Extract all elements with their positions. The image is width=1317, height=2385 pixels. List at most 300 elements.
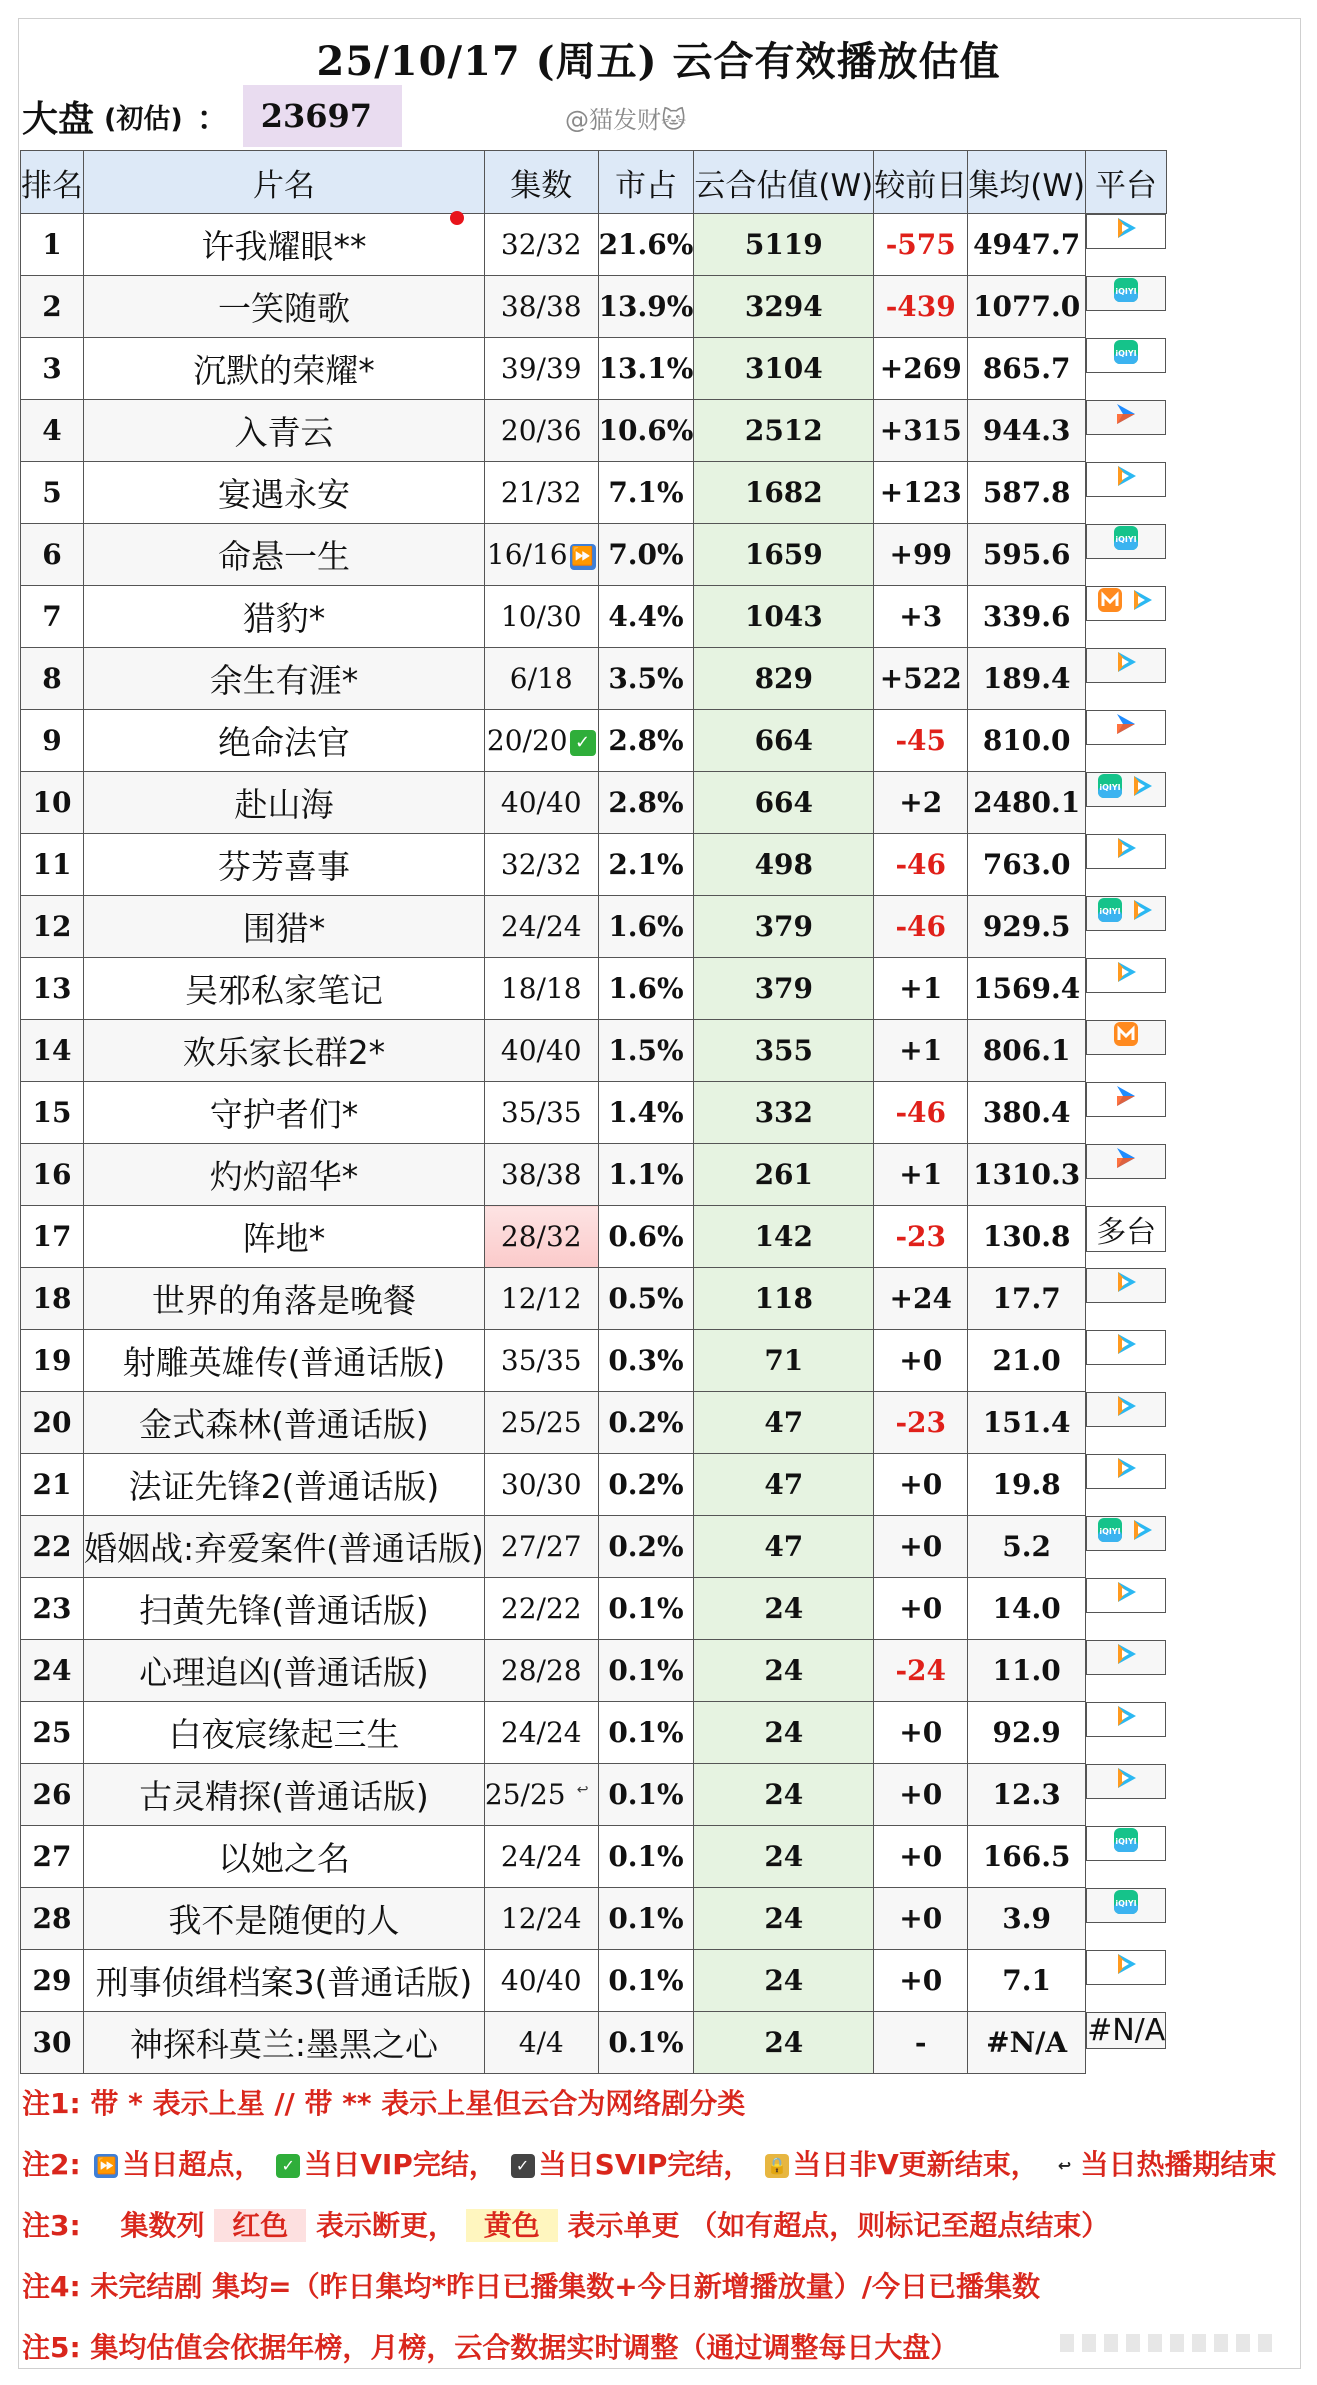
avg-cell: 4947.7 xyxy=(968,214,1086,276)
platform-icons xyxy=(1113,1269,1139,1302)
share-cell: 0.1% xyxy=(598,1702,694,1764)
estimate-cell: 47 xyxy=(694,1392,874,1454)
tencent-logo-icon xyxy=(1113,1765,1139,1798)
episodes-value: 25/25 xyxy=(500,1406,582,1439)
avg-cell: 1310.3 xyxy=(968,1144,1086,1206)
page-title: 25/10/17 (周五) 云合有效播放估值 xyxy=(316,38,1001,85)
episodes-value: 21/32 xyxy=(500,476,582,509)
change-cell: +0 xyxy=(874,1764,968,1826)
iqiyi-logo-icon xyxy=(1113,525,1139,558)
tencent-logo-icon xyxy=(1113,1579,1139,1612)
platform-icons xyxy=(1113,277,1139,310)
change-cell: -24 xyxy=(874,1640,968,1702)
share-cell: 13.9% xyxy=(598,276,694,338)
check-dark-icon: ✓ xyxy=(511,2154,535,2178)
ranking-table xyxy=(20,150,1167,2074)
share-cell: 2.8% xyxy=(598,710,694,772)
note-2-a: 当日超点， xyxy=(122,2148,263,2181)
episodes-cell xyxy=(484,772,598,834)
platform-icons xyxy=(1113,339,1139,372)
platform-cell xyxy=(1086,1454,1166,1489)
share-cell: 0.6% xyxy=(598,1206,694,1268)
share-cell: 0.5% xyxy=(598,1268,694,1330)
note-2 xyxy=(22,2134,1292,2195)
change-cell: -46 xyxy=(874,896,968,958)
episodes-value: 10/30 xyxy=(500,600,582,633)
table-row xyxy=(21,772,1167,834)
rank-cell: 13 xyxy=(21,958,84,1020)
change-cell: +0 xyxy=(874,1826,968,1888)
change-cell: +0 xyxy=(874,1702,968,1764)
episodes-cell xyxy=(484,834,598,896)
title-cell: 欢乐家长群2* xyxy=(84,1020,485,1082)
svg-text:iQIYI: iQIYI xyxy=(1115,286,1137,296)
platform-icons xyxy=(1113,959,1139,992)
avg-cell: 1569.4 xyxy=(968,958,1086,1020)
change-cell: -23 xyxy=(874,1206,968,1268)
episodes-value: 4/4 xyxy=(518,2026,564,2059)
episodes-cell xyxy=(484,710,598,772)
title-cell: 宴遇永安 xyxy=(84,462,485,524)
change-cell: +3 xyxy=(874,586,968,648)
rank-cell: 3 xyxy=(21,338,84,400)
title-cell: 许我耀眼** xyxy=(84,214,485,276)
market-total-sublabel: (初估) xyxy=(104,103,183,135)
mango-logo-icon xyxy=(1097,587,1123,620)
share-cell: 0.1% xyxy=(598,1764,694,1826)
platform-icons xyxy=(1113,1145,1139,1178)
note-2-prefix: 注2: xyxy=(22,2148,81,2181)
avg-cell: 1077.0 xyxy=(968,276,1086,338)
episodes-value: 22/22 xyxy=(500,1592,582,1625)
episodes-value: 28/32 xyxy=(500,1220,582,1253)
platform-cell xyxy=(1086,400,1166,435)
episodes-cell xyxy=(484,1764,598,1826)
iqiyi-logo-icon xyxy=(1097,897,1123,930)
episodes-cell xyxy=(484,648,598,710)
episodes-cell xyxy=(484,1516,598,1578)
change-cell: +99 xyxy=(874,524,968,586)
iqiyi-logo-icon xyxy=(1097,773,1123,806)
estimate-cell: 2512 xyxy=(694,400,874,462)
platform-cell xyxy=(1086,1268,1166,1303)
title-cell: 神探科莫兰:墨黑之心 xyxy=(84,2012,485,2074)
rank-cell: 15 xyxy=(21,1082,84,1144)
episodes-value: 20/36 xyxy=(500,414,582,447)
table-row xyxy=(21,1516,1167,1578)
platform-cell xyxy=(1086,896,1166,931)
episodes-cell xyxy=(484,1144,598,1206)
platform-icons xyxy=(1113,1083,1139,1116)
signature-watermark xyxy=(1060,2334,1280,2352)
title-cell: 余生有涯* xyxy=(84,648,485,710)
avg-cell: 3.9 xyxy=(968,1888,1086,1950)
share-cell: 1.6% xyxy=(598,896,694,958)
avg-cell: 151.4 xyxy=(968,1392,1086,1454)
avg-cell: 14.0 xyxy=(968,1578,1086,1640)
share-cell: 0.2% xyxy=(598,1516,694,1578)
table-body xyxy=(21,214,1167,2074)
platform-cell xyxy=(1086,1764,1166,1799)
note-3 xyxy=(22,2195,1292,2256)
platform-icons xyxy=(1087,2013,1165,2048)
episodes-value: 35/35 xyxy=(500,1344,582,1377)
change-cell: +0 xyxy=(874,1330,968,1392)
platform-icons xyxy=(1113,1455,1139,1488)
title-cell: 赴山海 xyxy=(84,772,485,834)
tencent-logo-icon xyxy=(1113,1455,1139,1488)
share-cell: 10.6% xyxy=(598,400,694,462)
table-row xyxy=(21,586,1167,648)
title-cell: 芬芳喜事 xyxy=(84,834,485,896)
table-row xyxy=(21,1144,1167,1206)
title-cell: 一笑随歌 xyxy=(84,276,485,338)
rank-cell: 20 xyxy=(21,1392,84,1454)
estimate-cell: 5119 xyxy=(694,214,874,276)
check-icon: ✓ xyxy=(570,730,596,756)
platform-cell xyxy=(1086,772,1166,807)
avg-cell: 595.6 xyxy=(968,524,1086,586)
note-3-yellow-chip: 黄色 xyxy=(466,2209,558,2242)
change-cell: +1 xyxy=(874,1144,968,1206)
platform-icons xyxy=(1113,1951,1139,1984)
table-row xyxy=(21,338,1167,400)
platform-icons xyxy=(1097,773,1155,806)
share-cell: 0.1% xyxy=(598,1888,694,1950)
note-2-d: 当日非V更新结束， xyxy=(793,2148,1039,2181)
episodes-value: 39/39 xyxy=(500,352,582,385)
rank-cell: 22 xyxy=(21,1516,84,1578)
share-cell: 2.1% xyxy=(598,834,694,896)
tencent-logo-icon xyxy=(1113,835,1139,868)
rank-cell: 18 xyxy=(21,1268,84,1330)
svg-text:iQIYI: iQIYI xyxy=(1099,1526,1121,1536)
table-row xyxy=(21,400,1167,462)
change-cell: +1 xyxy=(874,958,968,1020)
platform-text: 多台 xyxy=(1096,1214,1157,1250)
mango-logo-icon xyxy=(1113,1021,1139,1054)
platform-cell xyxy=(1086,648,1166,683)
episodes-value: 40/40 xyxy=(500,1964,582,1997)
tencent-logo-icon xyxy=(1113,959,1139,992)
table-header-row xyxy=(21,151,1167,214)
title-cell: 绝命法官 xyxy=(84,710,485,772)
change-cell: +0 xyxy=(874,1888,968,1950)
title-cell: 阵地* xyxy=(84,1206,485,1268)
svg-text:iQIYI: iQIYI xyxy=(1115,1898,1137,1908)
platform-icons xyxy=(1113,1827,1139,1860)
table-row xyxy=(21,1950,1167,2012)
share-cell: 3.5% xyxy=(598,648,694,710)
episodes-value: 35/35 xyxy=(500,1096,582,1129)
share-cell: 13.1% xyxy=(598,338,694,400)
rank-cell: 7 xyxy=(21,586,84,648)
estimate-cell: 71 xyxy=(694,1330,874,1392)
svg-text:iQIYI: iQIYI xyxy=(1115,534,1137,544)
note-5: 注5: 集均估值会依据年榜，月榜，云合数据实时调整（通过调整每日大盘） xyxy=(22,2331,959,2364)
header-platform: 平台 xyxy=(1086,151,1167,214)
episodes-cell xyxy=(484,462,598,524)
share-cell: 0.1% xyxy=(598,1578,694,1640)
rank-cell: 2 xyxy=(21,276,84,338)
table-row xyxy=(21,648,1167,710)
share-cell: 7.1% xyxy=(598,462,694,524)
change-cell: +2 xyxy=(874,772,968,834)
avg-cell: 763.0 xyxy=(968,834,1086,896)
episodes-cell xyxy=(484,1888,598,1950)
iqiyi-logo-icon xyxy=(1113,1889,1139,1922)
svg-text:iQIYI: iQIYI xyxy=(1115,348,1137,358)
estimate-cell: 24 xyxy=(694,1826,874,1888)
rank-cell: 23 xyxy=(21,1578,84,1640)
change-cell: +315 xyxy=(874,400,968,462)
avg-cell: 17.7 xyxy=(968,1268,1086,1330)
platform-icons xyxy=(1113,215,1139,248)
estimate-cell: 47 xyxy=(694,1516,874,1578)
avg-cell: 92.9 xyxy=(968,1702,1086,1764)
episodes-value: 24/24 xyxy=(500,1840,582,1873)
avg-cell: 11.0 xyxy=(968,1640,1086,1702)
platform-icons xyxy=(1113,1021,1139,1054)
title-cell: 围猎* xyxy=(84,896,485,958)
avg-cell: 339.6 xyxy=(968,586,1086,648)
platform-cell xyxy=(1086,462,1166,497)
platform-cell xyxy=(1086,276,1166,311)
change-cell: +24 xyxy=(874,1268,968,1330)
youku-logo-icon xyxy=(1113,711,1139,744)
change-cell: +1 xyxy=(874,1020,968,1082)
episodes-cell xyxy=(484,1826,598,1888)
share-cell: 1.6% xyxy=(598,958,694,1020)
table-row xyxy=(21,896,1167,958)
tencent-logo-icon xyxy=(1129,1517,1155,1550)
change-cell: -46 xyxy=(874,834,968,896)
estimate-cell: 142 xyxy=(694,1206,874,1268)
title-cell: 古灵精探(普通话版) xyxy=(84,1764,485,1826)
episodes-cell xyxy=(484,1268,598,1330)
change-cell: -45 xyxy=(874,710,968,772)
episodes-value: 27/27 xyxy=(500,1530,582,1563)
episodes-cell xyxy=(484,1702,598,1764)
avg-cell: 929.5 xyxy=(968,896,1086,958)
title-cell: 灼灼韶华* xyxy=(84,1144,485,1206)
avg-cell: 2480.1 xyxy=(968,772,1086,834)
tencent-logo-icon xyxy=(1113,215,1139,248)
episodes-value: 12/24 xyxy=(500,1902,582,1935)
episodes-cell xyxy=(484,400,598,462)
change-cell: +0 xyxy=(874,1578,968,1640)
table-row xyxy=(21,1888,1167,1950)
change-cell: -439 xyxy=(874,276,968,338)
notes-section xyxy=(22,2073,1292,2378)
note-3-red-chip: 红色 xyxy=(214,2209,306,2242)
estimate-cell: 829 xyxy=(694,648,874,710)
episodes-cell xyxy=(484,524,598,586)
episodes-cell xyxy=(484,276,598,338)
iqiyi-logo-icon xyxy=(1113,277,1139,310)
estimate-cell: 24 xyxy=(694,1764,874,1826)
note-2-b: 当日VIP完结， xyxy=(304,2148,497,2181)
platform-icons xyxy=(1097,897,1155,930)
platform-cell xyxy=(1086,524,1166,559)
episodes-cell xyxy=(484,2012,598,2074)
table-row xyxy=(21,1764,1167,1826)
iqiyi-logo-icon xyxy=(1097,1517,1123,1550)
estimate-cell: 3104 xyxy=(694,338,874,400)
check-icon: ✓ xyxy=(276,2154,300,2178)
avg-cell: 810.0 xyxy=(968,710,1086,772)
estimate-cell: 24 xyxy=(694,1950,874,2012)
table-row xyxy=(21,1392,1167,1454)
title-cell: 沉默的荣耀* xyxy=(84,338,485,400)
estimate-cell: 261 xyxy=(694,1144,874,1206)
rank-cell: 6 xyxy=(21,524,84,586)
table-row xyxy=(21,1082,1167,1144)
platform-cell xyxy=(1086,958,1166,993)
platform-icons xyxy=(1113,1331,1139,1364)
note-3-prefix: 注3: xyxy=(22,2209,81,2242)
estimate-cell: 24 xyxy=(694,1888,874,1950)
episodes-value: 24/24 xyxy=(500,910,582,943)
episodes-cell xyxy=(484,214,598,276)
note-3-a: 集数列 xyxy=(120,2209,205,2242)
episodes-cell xyxy=(484,1392,598,1454)
header-rank: 排名 xyxy=(21,151,84,214)
change-cell: +0 xyxy=(874,1516,968,1578)
platform-icons xyxy=(1113,1765,1139,1798)
svg-text:iQIYI: iQIYI xyxy=(1099,906,1121,916)
iqiyi-logo-icon xyxy=(1113,339,1139,372)
header-share: 市占 xyxy=(598,151,694,214)
episodes-value: 38/38 xyxy=(500,1158,582,1191)
title-cell: 守护者们* xyxy=(84,1082,485,1144)
rank-cell: 25 xyxy=(21,1702,84,1764)
table-row xyxy=(21,1578,1167,1640)
table-row xyxy=(21,1206,1167,1268)
episodes-cell xyxy=(484,1950,598,2012)
share-cell: 1.5% xyxy=(598,1020,694,1082)
platform-cell xyxy=(1086,1578,1166,1613)
platform-cell xyxy=(1086,1516,1166,1551)
share-cell: 0.3% xyxy=(598,1330,694,1392)
estimate-cell: 3294 xyxy=(694,276,874,338)
header-change: 较前日 xyxy=(874,151,968,214)
avg-cell: 166.5 xyxy=(968,1826,1086,1888)
rank-cell: 29 xyxy=(21,1950,84,2012)
rank-cell: 24 xyxy=(21,1640,84,1702)
avg-cell: 12.3 xyxy=(968,1764,1086,1826)
episodes-cell xyxy=(484,1330,598,1392)
share-cell: 7.0% xyxy=(598,524,694,586)
episodes-cell xyxy=(484,1640,598,1702)
note-3-b: 表示断更， xyxy=(315,2209,456,2242)
estimate-cell: 332 xyxy=(694,1082,874,1144)
change-cell: +269 xyxy=(874,338,968,400)
platform-icons xyxy=(1097,1517,1155,1550)
platform-cell xyxy=(1086,1888,1166,1923)
platform-cell xyxy=(1086,2012,1166,2049)
episodes-value: 40/40 xyxy=(500,1034,582,1067)
episodes-value: 12/12 xyxy=(500,1282,582,1315)
share-cell: 0.1% xyxy=(598,2012,694,2074)
episodes-value: 24/24 xyxy=(500,1716,582,1749)
rank-cell: 30 xyxy=(21,2012,84,2074)
episodes-cell xyxy=(484,586,598,648)
avg-cell: 7.1 xyxy=(968,1950,1086,2012)
platform-icons xyxy=(1096,1207,1156,1251)
platform-cell xyxy=(1086,1392,1166,1427)
rank-cell: 11 xyxy=(21,834,84,896)
episodes-cell xyxy=(484,1454,598,1516)
episodes-value: 38/38 xyxy=(500,290,582,323)
tencent-logo-icon xyxy=(1113,1703,1139,1736)
table-row xyxy=(21,1330,1167,1392)
platform-cell xyxy=(1086,1702,1166,1737)
change-cell: -575 xyxy=(874,214,968,276)
youku-logo-icon xyxy=(1113,1145,1139,1178)
avg-cell: 19.8 xyxy=(968,1454,1086,1516)
change-cell: +123 xyxy=(874,462,968,524)
share-cell: 1.1% xyxy=(598,1144,694,1206)
table-row xyxy=(21,1268,1167,1330)
platform-cell xyxy=(1086,834,1166,869)
platform-cell xyxy=(1086,586,1166,621)
platform-icons xyxy=(1097,587,1155,620)
estimate-cell: 379 xyxy=(694,958,874,1020)
avg-cell: 5.2 xyxy=(968,1516,1086,1578)
avg-cell: 806.1 xyxy=(968,1020,1086,1082)
youku-logo-icon xyxy=(1113,1083,1139,1116)
rank-cell: 26 xyxy=(21,1764,84,1826)
estimate-cell: 118 xyxy=(694,1268,874,1330)
title-cell: 世界的角落是晚餐 xyxy=(84,1268,485,1330)
share-cell: 0.2% xyxy=(598,1392,694,1454)
platform-icons xyxy=(1113,401,1139,434)
change-cell: -23 xyxy=(874,1392,968,1454)
rank-cell: 19 xyxy=(21,1330,84,1392)
episodes-cell xyxy=(484,1020,598,1082)
episodes-value: 20/20 xyxy=(486,724,568,757)
svg-text:iQIYI: iQIYI xyxy=(1115,1836,1137,1846)
table-row xyxy=(21,524,1167,586)
title-cell: 金式森林(普通话版) xyxy=(84,1392,485,1454)
tencent-logo-icon xyxy=(1113,1269,1139,1302)
note-2-e: 当日热播期结束 xyxy=(1080,2148,1277,2181)
rank-cell: 28 xyxy=(21,1888,84,1950)
avg-cell: #N/A xyxy=(968,2012,1086,2074)
header-episodes: 集数 xyxy=(484,151,598,214)
tencent-logo-icon xyxy=(1113,1393,1139,1426)
lock-icon: 🔒 xyxy=(765,2154,789,2178)
episodes-value: 25/25 xyxy=(484,1778,566,1811)
estimate-cell: 498 xyxy=(694,834,874,896)
platform-icons xyxy=(1113,1703,1139,1736)
episodes-cell xyxy=(484,896,598,958)
estimate-cell: 1682 xyxy=(694,462,874,524)
episodes-cell xyxy=(484,1082,598,1144)
estimate-cell: 664 xyxy=(694,710,874,772)
table-row xyxy=(21,834,1167,896)
avg-cell: 189.4 xyxy=(968,648,1086,710)
platform-icons xyxy=(1113,711,1139,744)
share-cell: 0.2% xyxy=(598,1454,694,1516)
episodes-value: 40/40 xyxy=(500,786,582,819)
header-estimate: 云合估值(W) xyxy=(694,151,874,214)
rank-cell: 10 xyxy=(21,772,84,834)
change-cell: -46 xyxy=(874,1082,968,1144)
share-cell: 21.6% xyxy=(598,214,694,276)
rank-cell: 4 xyxy=(21,400,84,462)
